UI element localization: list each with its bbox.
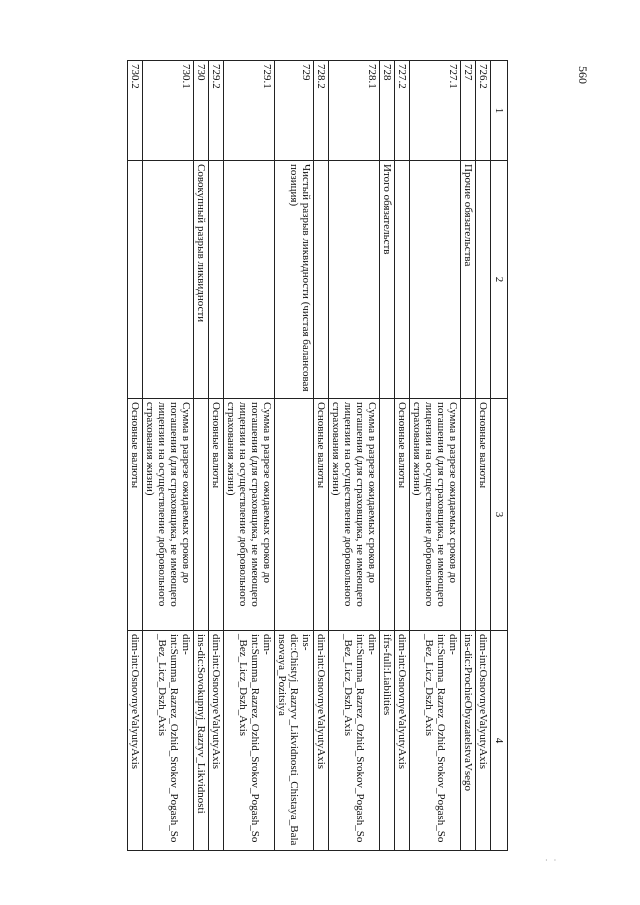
cell-col-2 (329, 161, 380, 399)
cell-col-1: 730.2 (128, 61, 143, 161)
cell-col-2 (224, 161, 275, 399)
table-row (380, 61, 395, 851)
header-cell-1: 1 (491, 61, 508, 161)
cell-col-2 (476, 161, 491, 399)
cell-col-4: dim-int:OsnovnyeValyutyAxis (476, 631, 491, 851)
cell-col-2 (314, 161, 329, 399)
cell-col-4: dim-int:Summa_Razrez_Ozhid_Srokov_Pogash_So_Bez_Licz_Dszh_Axis (329, 631, 380, 851)
table-row (395, 61, 410, 851)
cell-col-3: Основные валюты (209, 399, 224, 631)
cell-col-4: ins-dic:Chistyj_Razryv_Likvidnosti_Chistaya_Balansovaya_Pozitsiya (275, 631, 314, 851)
cell-col-3: Основные валюты (128, 399, 143, 631)
cell-col-2: Прочие обязательства (461, 161, 476, 399)
cell-col-4: dim-int:Summa_Razrez_Ozhid_Srokov_Pogash_So_Bez_Licz_Dszh_Axis (410, 631, 461, 851)
table-row (128, 61, 143, 851)
cell-col-3: Основные валюты (476, 399, 491, 631)
cell-col-2: Итого обязательств (380, 161, 395, 399)
table-row (476, 61, 491, 851)
cell-col-4: dim-int:OsnovnyeValyutyAxis (128, 631, 143, 851)
table-row (329, 61, 380, 851)
cell-col-3: Сумма в разрезе ожидаемых сроков до погашения (для страховщика, не имеющего лицензии на осуществление добровольного страхования жизни) (143, 399, 194, 631)
data-table (127, 60, 508, 851)
cell-col-3: Основные валюты (395, 399, 410, 631)
cell-col-2 (143, 161, 194, 399)
cell-col-1: 730 (194, 61, 209, 161)
cell-col-3: Сумма в разрезе ожидаемых сроков до погашения (для страховщика, не имеющего лицензии на осуществление добровольного страхования жизни) (329, 399, 380, 631)
header-cell-3: 3 (491, 399, 508, 631)
cell-col-1: 730.1 (143, 61, 194, 161)
cell-col-1: 729 (275, 61, 314, 161)
cell-col-1: 727 (461, 61, 476, 161)
cell-col-1: 729.2 (209, 61, 224, 161)
cell-col-2: Чистый разрыв ликвидности (чистая балансовая позиция) (275, 161, 314, 399)
cell-col-2: Совокупный разрыв ликвидности (194, 161, 209, 399)
cell-col-4: dim-int:OsnovnyeValyutyAxis (395, 631, 410, 851)
cell-col-3 (461, 399, 476, 631)
table-row (410, 61, 461, 851)
table-row (275, 61, 314, 851)
cell-col-2 (209, 161, 224, 399)
cell-col-1: 727.2 (395, 61, 410, 161)
cell-col-1: 728.2 (314, 61, 329, 161)
header-cell-4: 4 (491, 631, 508, 851)
cell-col-4: dim-int:Summa_Razrez_Ozhid_Srokov_Pogash_So_Bez_Licz_Dszh_Axis (224, 631, 275, 851)
header-cell-2: 2 (491, 161, 508, 399)
page-number: 560 (576, 66, 590, 84)
cell-col-4: ins-dic:ProchieObyazatelstvaVsego (461, 631, 476, 851)
cell-col-3 (380, 399, 395, 631)
cell-col-1: 726.2 (476, 61, 491, 161)
table-row (209, 61, 224, 851)
cell-col-3 (275, 399, 314, 631)
table-row (461, 61, 476, 851)
cell-col-4: dim-int:OsnovnyeValyutyAxis (209, 631, 224, 851)
table-row (224, 61, 275, 851)
cell-col-4: ifrs-full:Liabilities (380, 631, 395, 851)
scan-specks: · · (545, 856, 559, 865)
cell-col-1: 729.1 (224, 61, 275, 161)
cell-col-4: dim-int:Summa_Razrez_Ozhid_Srokov_Pogash_So_Bez_Licz_Dszh_Axis (143, 631, 194, 851)
rotated-table-container (58, 60, 508, 850)
cell-col-2 (128, 161, 143, 399)
table-body (128, 61, 508, 851)
cell-col-2 (395, 161, 410, 399)
cell-col-4: dim-int:OsnovnyeValyutyAxis (314, 631, 329, 851)
table-row (194, 61, 209, 851)
cell-col-4: ins-dic:Sovokupnyj_Razryv_Likvidnosti (194, 631, 209, 851)
cell-col-2 (410, 161, 461, 399)
cell-col-1: 727.1 (410, 61, 461, 161)
table-row (143, 61, 194, 851)
cell-col-1: 728 (380, 61, 395, 161)
cell-col-3: Сумма в разрезе ожидаемых сроков до погашения (для страховщика, не имеющего лицензии на осуществление добровольного страхования жизни) (224, 399, 275, 631)
cell-col-3: Основные валюты (314, 399, 329, 631)
cell-col-1: 728.1 (329, 61, 380, 161)
cell-col-3 (194, 399, 209, 631)
table-row (314, 61, 329, 851)
table-header-row (491, 61, 508, 851)
cell-col-3: Сумма в разрезе ожидаемых сроков до погашения (для страховщика, не имеющего лицензии на осуществление добровольного страхования жизни) (410, 399, 461, 631)
